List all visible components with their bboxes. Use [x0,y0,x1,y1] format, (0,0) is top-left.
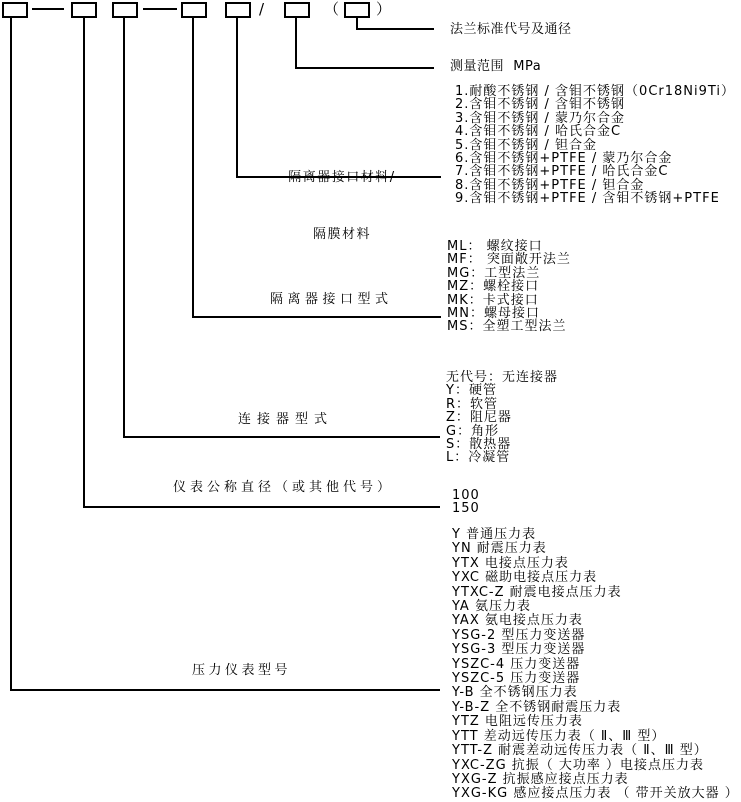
isolator-material-label-line1: 隔离器接口材料/ [288,170,396,185]
code-box-material [225,2,251,18]
code-box-diameter [71,2,97,18]
option-item: 150 [452,501,480,517]
option-item: 8.含钼不锈钢+PTFE / 钽合金 [455,177,645,193]
dash-separator [32,8,64,10]
code-box-flange [344,2,370,18]
diameter-options-list [452,489,480,516]
option-item: 5.含钼不锈钢 / 钽合金 [455,137,598,153]
branch-line-port-type-horizontal [192,316,441,318]
code-box-model [2,2,28,18]
branch-line-connector-horizontal [123,436,440,438]
option-item: Y-B 全不锈钢压力表 [452,685,578,701]
option-item: MZ：螺栓接口 [447,279,540,295]
option-item: ML： 螺纹接口 [447,239,543,254]
option-item: YA 氨压力表 [452,599,531,615]
option-item: MN：螺母接口 [447,306,540,322]
option-item: MK：卡式接口 [447,292,539,308]
option-item: MF： 突面敞开法兰 [447,252,571,268]
option-item: YSZC-5 压力变送器 [452,671,581,687]
open-paren-separator: （ [324,0,340,18]
option-item: S：散热器 [446,437,512,453]
code-box-port-type [181,2,207,18]
isolator-material-label-line2: 隔膜材料 [312,227,371,242]
option-item: YTX 电接点压力表 [452,555,569,571]
connector-options-list [446,371,558,465]
slash-separator: / [259,0,265,18]
option-item: 2.含钼不锈钢 / 含钼不锈钢 [455,97,626,113]
branch-line-port-type-vertical [192,18,194,317]
option-item: 1.耐酸不锈钢 / 含钼不锈钢（0Cr18Ni9Ti） [455,84,736,99]
option-item: 6.含钼不锈钢+PTFE / 蒙乃尔合金 [455,151,673,167]
port-type-options-list [447,240,571,334]
option-item: R：软管 [446,396,499,412]
branch-line-diameter-horizontal [83,506,440,508]
branch-line-model-horizontal [10,689,440,691]
option-item: 100 [452,488,480,503]
code-box-connector [112,2,138,18]
option-item: YXC 磁助电接点压力表 [452,570,598,586]
branch-line-range-horizontal [295,67,434,69]
option-item: YSG-3 型压力变送器 [452,642,586,658]
option-item: 7.含钼不锈钢+PTFE / 哈氏合金C [455,164,669,180]
option-item: MS：全塑工型法兰 [447,319,567,335]
option-item: YAX 氨电接点压力表 [452,613,583,629]
connector-type-label: 连接器型式 [238,412,334,427]
branch-line-model-vertical [10,18,12,690]
option-item: YTT 差动远传压力表（ Ⅱ、Ⅲ 型） [452,728,666,744]
option-item: YXG-KG 感应接点压力表 （ 带开关放大器 ） [452,786,739,802]
option-item: YSG-2 型压力变送器 [452,627,586,643]
nominal-diameter-label: 仪表公称直径（或其他代号） [173,480,395,495]
option-item: YSZC-4 压力变送器 [452,656,581,672]
model-options-list [452,528,739,802]
option-item: YXC-ZG 抗振（ 大功率 ）电接点压力表 [452,757,705,773]
option-item: MG：工型法兰 [447,265,541,281]
option-item: 9.含钼不锈钢+PTFE / 含钼不锈钢+PTFE [455,191,720,207]
option-item: 4.含钼不锈钢 / 哈氏合金C [455,124,622,140]
isolator-port-type-label: 隔离器接口型式 [270,292,393,307]
branch-line-range-vertical [295,18,297,68]
close-paren-separator: ） [376,0,392,18]
option-item: YN 耐震压力表 [452,541,547,557]
option-item: L：冷凝管 [446,450,511,466]
option-item: YXG-Z 抗振感应接点压力表 [452,771,629,787]
isolator-material-label [283,130,401,282]
code-box-range [284,2,310,18]
material-options-list [455,85,735,206]
option-item: 3.含钼不锈钢 / 蒙乃尔合金 [455,110,626,126]
option-item: YTZ 电阻远传压力表 [452,714,583,730]
option-item: Y：硬管 [446,383,497,399]
instrument-model-label: 压力仪表型号 [192,663,292,678]
flange-standard-label: 法兰标准代号及通径 [450,22,572,37]
option-item: YTT-Z 耐震差动远传压力表（ Ⅱ、Ⅲ 型） [452,743,708,759]
option-item: Y 普通压力表 [452,527,537,542]
option-item: YTXC-Z 耐震电接点压力表 [452,584,622,600]
option-item: Y-B-Z 全不锈钢耐震压力表 [452,699,622,715]
option-item: 无代号：无连接器 [446,370,559,385]
measuring-range-label: 测量范围 MPa [450,59,542,74]
branch-line-connector-vertical [123,18,125,437]
branch-line-material-vertical [236,18,238,177]
branch-line-diameter-vertical [83,18,85,507]
branch-line-flange-horizontal [356,28,434,30]
option-item: G：角形 [446,423,500,439]
dash-separator [143,8,177,10]
option-item: Z：阻尼器 [446,410,512,426]
